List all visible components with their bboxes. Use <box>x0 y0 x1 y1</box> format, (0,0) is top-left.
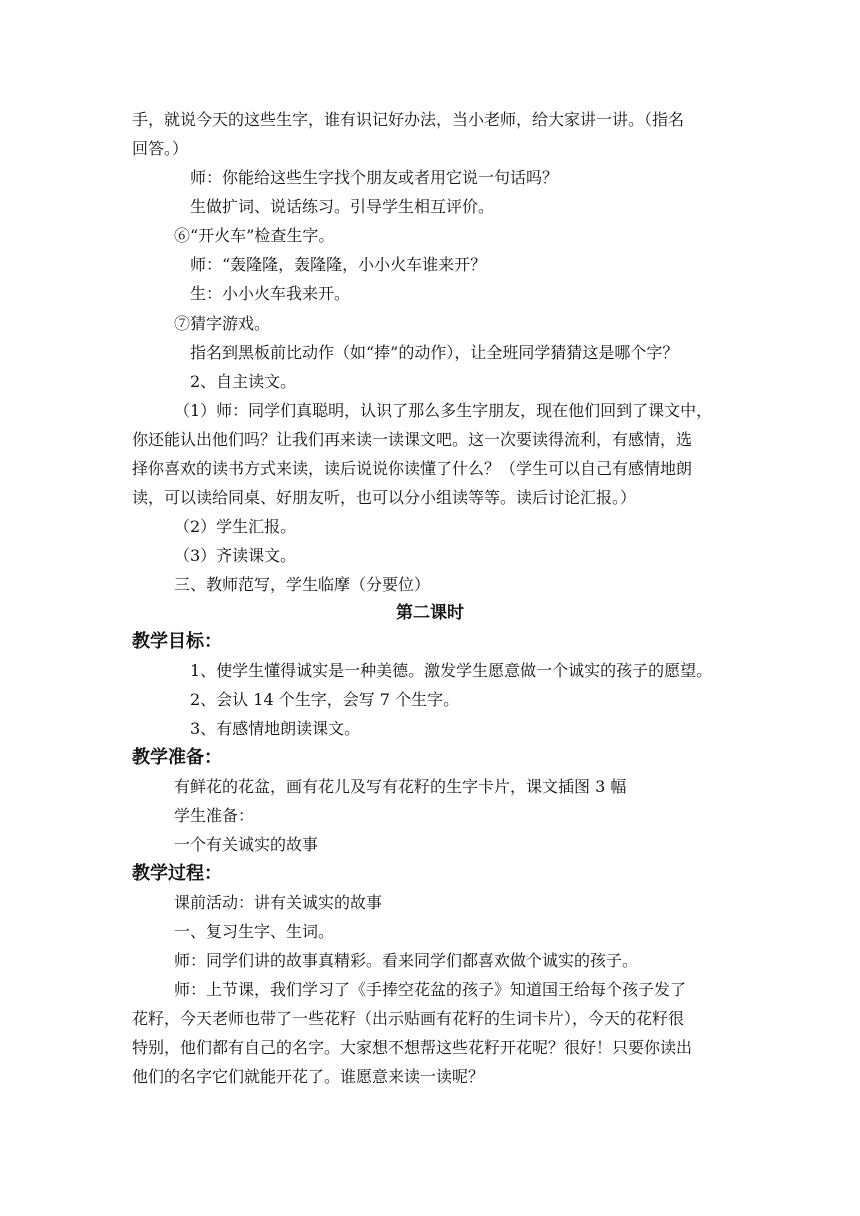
paragraph-line: 师：上节课，我们学习了《手捧空花盆的孩子》知道国王给每个孩子发了 <box>174 980 687 999</box>
paragraph-line: 花籽，今天老师也带了一些花籽（出示贴画有花籽的生词卡片），今天的花籽很 <box>132 1009 685 1028</box>
paragraph-line: 你还能认出他们吗？让我们再来读一读课文吧。这一次要读得流利，有感情，选 <box>132 430 693 449</box>
paragraph-line: 择你喜欢的读书方式来读，读后说说你读懂了什么？（学生可以自己有感情地朗 <box>132 459 693 478</box>
heading-process: 教学过程： <box>132 863 222 884</box>
paragraph-line: 一个有关诚实的故事 <box>174 835 319 854</box>
paragraph-line: 学生准备： <box>174 806 255 825</box>
paragraph-line: 2、自主读文。 <box>190 372 297 391</box>
paragraph-line: 2、会认 14 个生字，会写 7 个生字。 <box>190 690 460 709</box>
paragraph-line: （3）齐读课文。 <box>174 546 297 565</box>
paragraph-line: 师：“轰隆隆，轰隆隆，小小火车谁来开？ <box>190 255 487 274</box>
paragraph-line: 1、使学生懂得诚实是一种美德。激发学生愿意做一个诚实的孩子的愿望。 <box>190 661 713 680</box>
paragraph-line: 一、复习生字、生词。 <box>174 922 335 941</box>
paragraph-line: 三、教师范写，学生临摩（分要位） <box>174 575 431 594</box>
paragraph-line: 读，可以读给同桌、好朋友听，也可以分小组读等等。读后讨论汇报。） <box>132 488 637 507</box>
paragraph-line: （1）师：同学们真聪明，认识了那么多生字朋友，现在他们回到了课文中， <box>174 401 713 420</box>
paragraph-line: （2）学生汇报。 <box>174 517 297 536</box>
paragraph-line: 有鲜花的花盆，画有花儿及写有花籽的生字卡片，课文插图 3 幅 <box>174 777 627 796</box>
section-title: 第二课时 <box>396 603 464 623</box>
paragraph-line: 3、有感情地朗读课文。 <box>190 719 361 738</box>
paragraph-line: 师：你能给这些生字找个朋友或者用它说一句话吗？ <box>190 168 559 187</box>
paragraph-line: 手，就说今天的这些生字，谁有识记好办法，当小老师，给大家讲一讲。（指名 <box>132 110 685 129</box>
paragraph-line: ⑥“开火车”检查生字。 <box>174 226 335 245</box>
paragraph-line: 生：小小火车我来开。 <box>190 284 351 303</box>
heading-preparation: 教学准备： <box>132 747 222 768</box>
paragraph-line: 生做扩词、说话练习。引导学生相互评价。 <box>190 197 495 216</box>
paragraph-line: 特别，他们都有自己的名字。大家想不想帮这些花籽开花呢？很好！只要你读出 <box>132 1038 693 1057</box>
paragraph-line: 他们的名字它们就能开花了。谁愿意来读一读呢？ <box>132 1067 485 1086</box>
paragraph-line: 回答。） <box>132 139 189 158</box>
heading-goals: 教学目标： <box>132 631 222 652</box>
paragraph-line: 课前活动：讲有关诚实的故事 <box>174 893 383 912</box>
paragraph-line: 指名到黑板前比动作（如“捧”的动作），让全班同学猜猜这是哪个字？ <box>190 343 679 362</box>
paragraph-line: 师：同学们讲的故事真精彩。看来同学们都喜欢做个诚实的孩子。 <box>174 951 639 970</box>
paragraph-line: ⑦猜字游戏。 <box>174 314 271 333</box>
